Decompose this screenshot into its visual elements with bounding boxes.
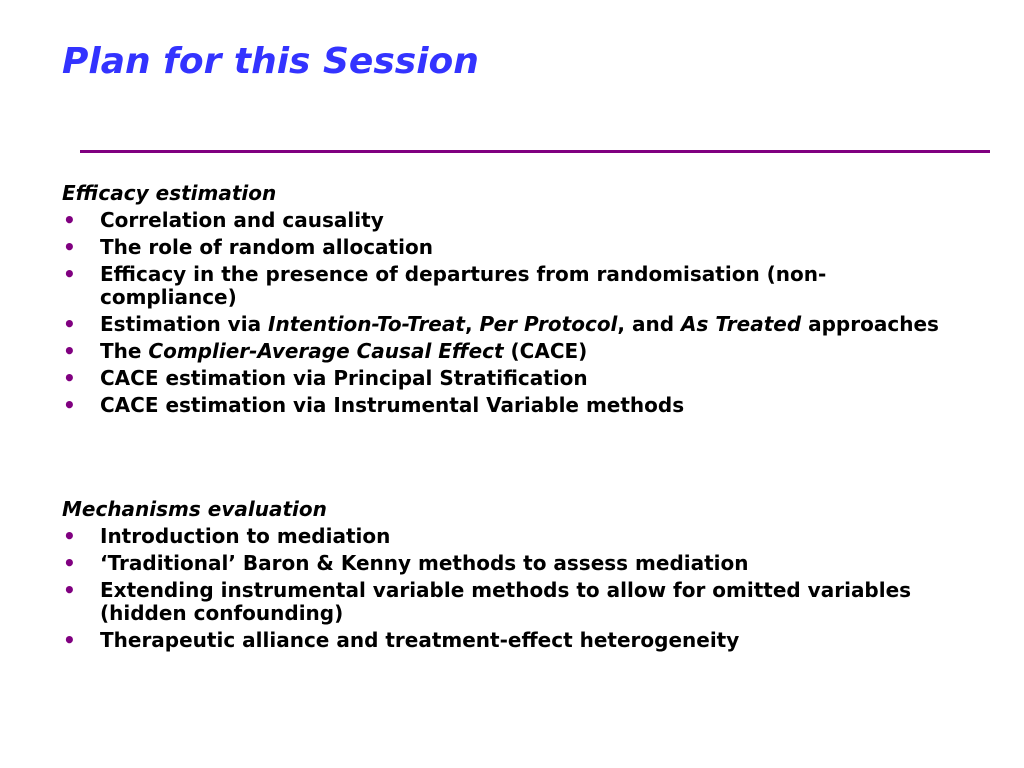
list-item-text: Extending instrumental variable methods to allow for omitted variables (hidden confounding) <box>100 578 912 625</box>
list-item-emphasis: Per Protocol <box>479 312 618 336</box>
list-item <box>62 263 962 309</box>
list-item <box>62 629 962 652</box>
list-item-text: , <box>464 312 480 336</box>
efficacy-heading: Efficacy estimation <box>62 181 277 205</box>
title-divider <box>80 150 990 153</box>
list-item <box>62 209 962 232</box>
list-item <box>62 313 962 336</box>
list-item-text: (CACE) <box>503 339 588 363</box>
list-item-text: CACE estimation via Principal Stratification <box>100 366 588 390</box>
list-item-emphasis: As Treated <box>681 312 802 336</box>
list-item-text: , and <box>617 312 681 336</box>
efficacy-section <box>62 181 962 421</box>
bullet-icon: • <box>63 208 76 232</box>
list-item-text: The role of random allocation <box>100 235 433 259</box>
bullet-icon: • <box>63 235 76 259</box>
efficacy-bullet-list <box>62 209 962 417</box>
list-item <box>62 525 962 548</box>
list-item-text: Correlation and causality <box>100 208 384 232</box>
list-item-text: approaches <box>801 312 939 336</box>
list-item <box>62 394 962 417</box>
list-item-emphasis: Complier-Average Causal Effect <box>148 339 504 363</box>
bullet-icon: • <box>63 312 76 336</box>
list-item <box>62 552 962 575</box>
list-item-text: Estimation via <box>100 312 269 336</box>
list-item-text: Efficacy in the presence of departures from randomisation (non-compliance) <box>100 262 827 309</box>
bullet-icon: • <box>63 366 76 390</box>
list-item <box>62 340 962 363</box>
list-item <box>62 367 962 390</box>
bullet-icon: • <box>63 628 76 652</box>
list-item-text: ‘Traditional’ Baron & Kenny methods to assess mediation <box>100 551 749 575</box>
list-item-text: Therapeutic alliance and treatment-effect heterogeneity <box>100 628 740 652</box>
list-item-text: CACE estimation via Instrumental Variable methods <box>100 393 685 417</box>
bullet-icon: • <box>63 393 76 417</box>
bullet-icon: • <box>63 551 76 575</box>
list-item-text: Introduction to mediation <box>100 524 391 548</box>
mechanisms-heading: Mechanisms evaluation <box>62 497 327 521</box>
list-item <box>62 236 962 259</box>
mechanisms-bullet-list <box>62 525 962 652</box>
slide-title: Plan for this Session <box>62 41 479 82</box>
bullet-icon: • <box>63 578 76 602</box>
bullet-icon: • <box>63 524 76 548</box>
bullet-icon: • <box>63 262 76 286</box>
bullet-icon: • <box>63 339 76 363</box>
mechanisms-section <box>62 497 962 656</box>
list-item <box>62 579 962 625</box>
list-item-emphasis: Intention-To-Treat <box>268 312 465 336</box>
list-item-text: The <box>100 339 149 363</box>
